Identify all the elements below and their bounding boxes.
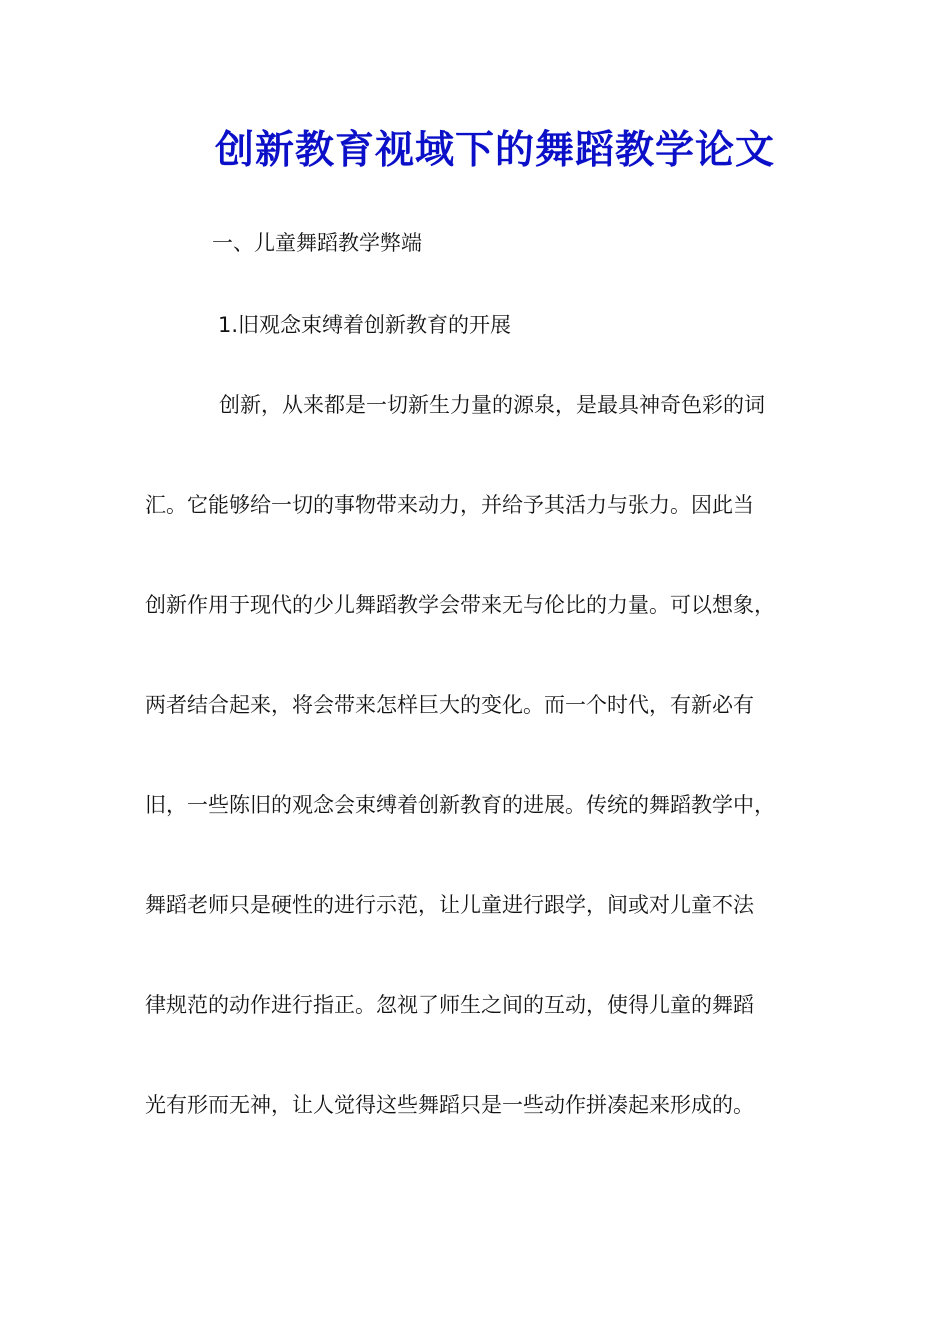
paragraph-line: 两者结合起来，将会带来怎样巨大的变化。而一个时代，有新必有 (145, 693, 754, 717)
paragraph-line: 汇。它能够给一切的事物带来动力，并给予其活力与张力。因此当 (145, 493, 754, 517)
paragraph-line: 律规范的动作进行指正。忽视了师生之间的互动，使得儿童的舞蹈 (145, 993, 754, 1017)
paragraph-line: 旧，一些陈旧的观念会束缚着创新教育的进展。传统的舞蹈教学中， (145, 793, 775, 817)
paragraph-line: 光有形而无神，让人觉得这些舞蹈只是一些动作拼凑起来形成的。 (145, 1093, 754, 1117)
paragraph-line: 创新，从来都是一切新生力量的源泉，是最具神奇色彩的词 (219, 393, 765, 417)
section-heading: 一、儿童舞蹈教学弊端 (212, 231, 422, 255)
document-title: 创新教育视域下的舞蹈教学论文 (214, 127, 775, 173)
paragraph-line: 舞蹈老师只是硬性的进行示范，让儿童进行跟学，间或对儿童不法 (145, 893, 754, 917)
subsection-heading: 1.旧观念束缚着创新教育的开展 (218, 313, 512, 337)
paragraph-line: 创新作用于现代的少儿舞蹈教学会带来无与伦比的力量。可以想象， (145, 593, 775, 617)
body-paragraph (145, 390, 825, 1190)
